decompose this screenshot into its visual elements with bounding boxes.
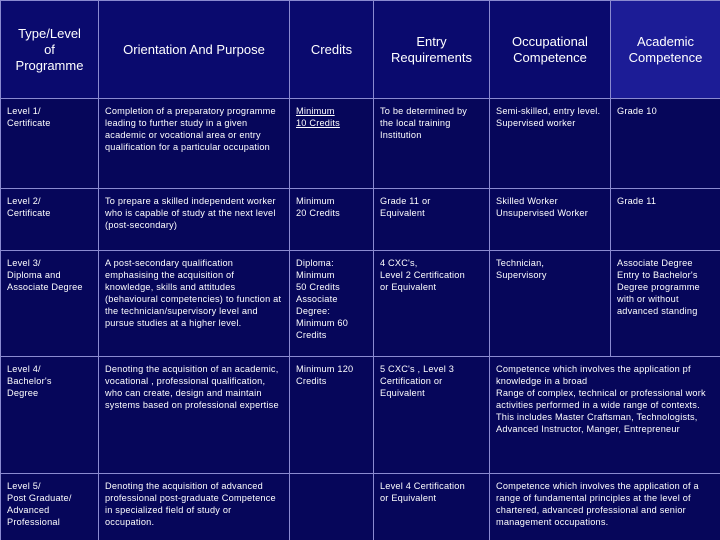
row-credits [290,474,374,540]
row-academic: Grade 11 [611,189,720,251]
row-orientation: Denoting the acquisition of advanced professional post-graduate Competence in specialized field of study or occupation. [99,474,290,540]
table-row [1,99,720,189]
row-credits [290,99,374,189]
row-credits: Diploma: Minimum 50 Credits Associate Degree: Minimum 60 Credits [290,251,374,357]
row-orientation: To prepare a skilled independent worker who is capable of study at the next level (post-secondary) [99,189,290,251]
row-competence: Competence which involves the application pf knowledge in a broad Range of complex, technical or professional work activities performed in a wide range of contexts. This includes Master Craftsman, Technologists, Advanced Instructor, Manger, Entrepreneur [490,357,720,474]
row-level: Level 1/ Certificate [1,99,99,189]
row-level: Level 2/ Certificate [1,189,99,251]
row-credits: Minimum 20 Credits [290,189,374,251]
row-credits-text: Minimum 10 Credits [296,106,340,128]
table-row [1,251,720,357]
row-level: Level 3/ Diploma and Associate Degree [1,251,99,357]
row-entry: 5 CXC's , Level 3 Certification or Equivalent [374,357,490,474]
row-entry: To be determined by the local training Institution [374,99,490,189]
table-row [1,474,720,540]
row-entry: Level 4 Certification or Equivalent [374,474,490,540]
row-occupational: Skilled Worker Unsupervised Worker [490,189,611,251]
row-credits: Minimum 120 Credits [290,357,374,474]
row-academic: Grade 10 [611,99,720,189]
row-orientation: A post-secondary qualification emphasising the acquisition of knowledge, skills and attitudes (behavioural competencies) to function at the technician/supervisory level and pursue studies at a higher level. [99,251,290,357]
row-entry: Grade 11 or Equivalent [374,189,490,251]
header-occupational-competence: Occupational Competence [490,1,611,99]
row-occupational: Semi-skilled, entry level. Supervised worker [490,99,611,189]
row-entry: 4 CXC's, Level 2 Certification or Equivalent [374,251,490,357]
header-orientation: Orientation And Purpose [99,1,290,99]
row-orientation: Denoting the acquisition of an academic, vocational , professional qualification, who can create, design and maintain systems based on professional expertise [99,357,290,474]
row-orientation: Completion of a preparatory programme leading to further study in a given academic or vocational area or entry qualification for a particular occupation [99,99,290,189]
header-entry-requirements: Entry Requirements [374,1,490,99]
row-academic: Associate Degree Entry to Bachelor's Degree programme with or without advanced standing [611,251,720,357]
header-credits: Credits [290,1,374,99]
row-level: Level 4/ Bachelor's Degree [1,357,99,474]
row-occupational: Technician, Supervisory [490,251,611,357]
table-header-row [1,1,720,99]
table-row [1,189,720,251]
table-row [1,357,720,474]
header-academic-competence: Academic Competence [611,1,720,99]
header-type-level: Type/Level of Programme [1,1,99,99]
row-competence: Competence which involves the application of a range of fundamental principles at the level of chartered, advanced professional and senior management occupations. [490,474,720,540]
row-level: Level 5/ Post Graduate/ Advanced Professional [1,474,99,540]
